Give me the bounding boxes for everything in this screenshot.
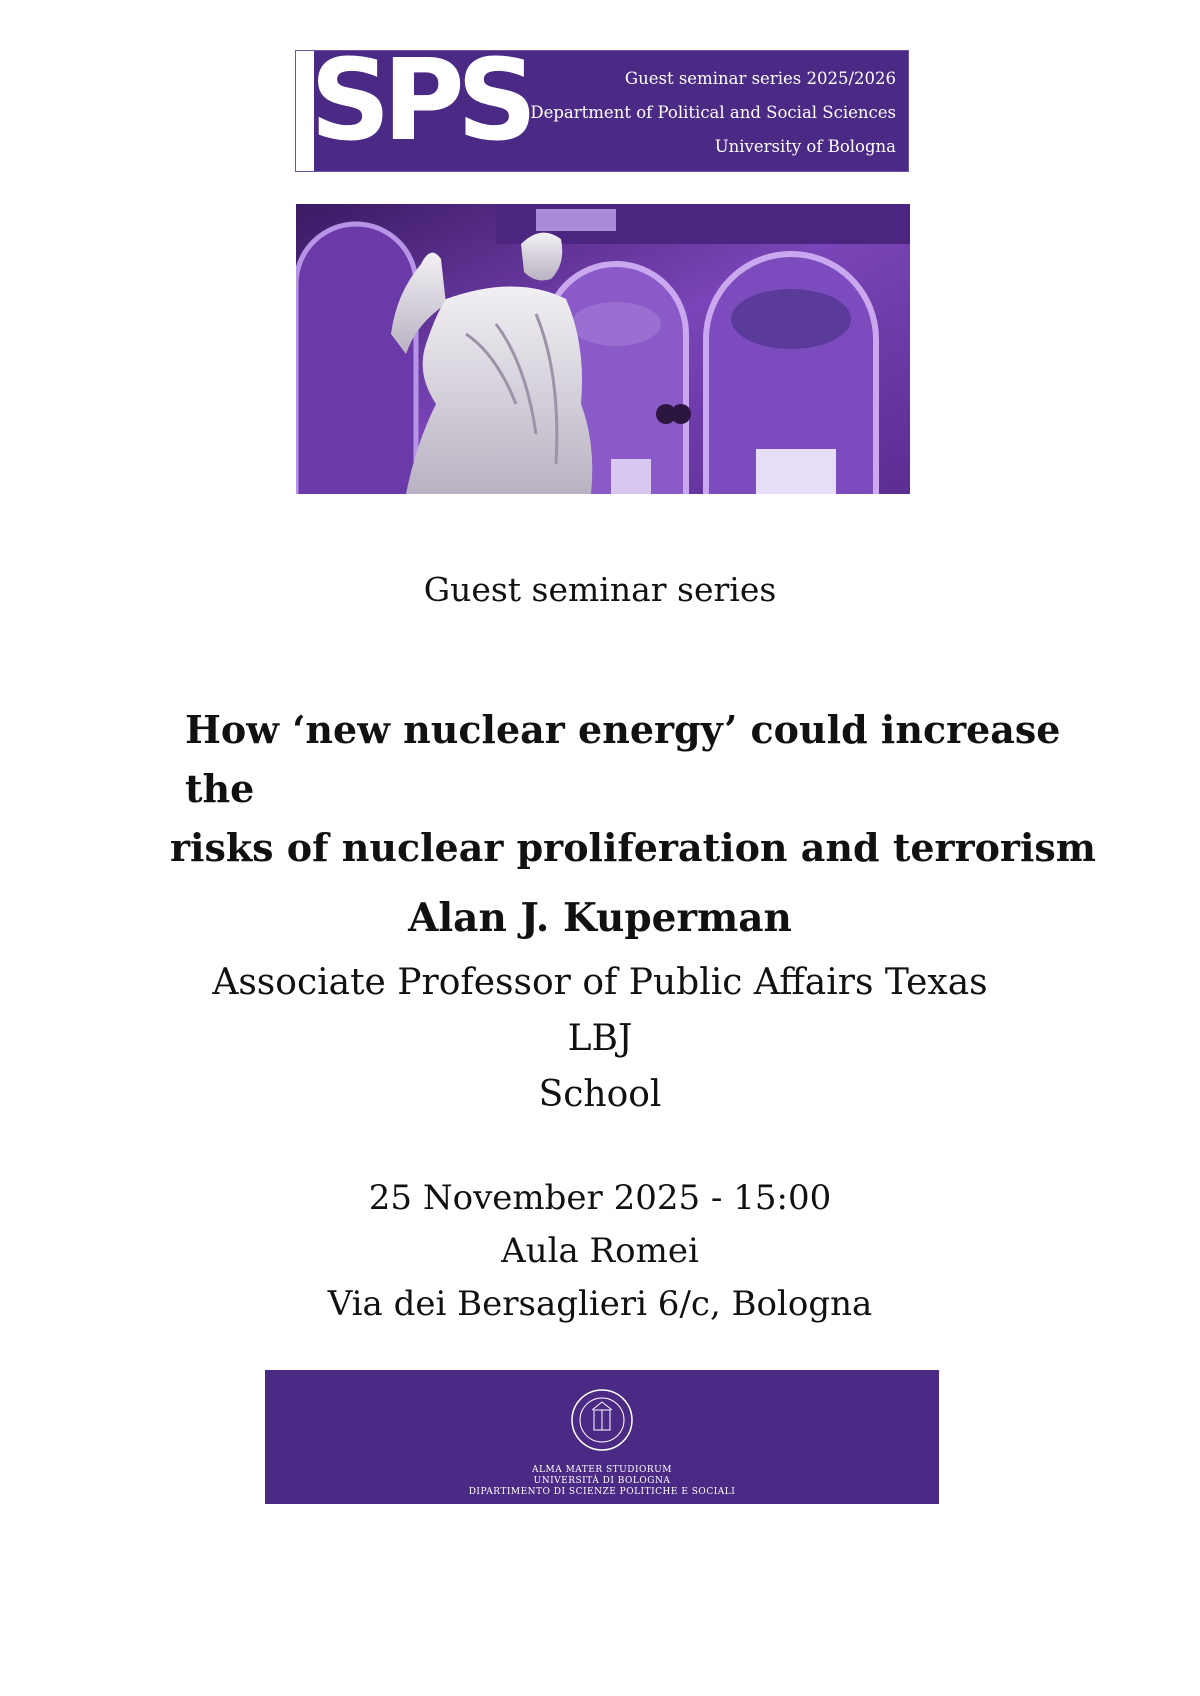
series-title: Guest seminar series	[423, 570, 777, 609]
affiliation-line-1: Associate Professor of Public Affairs Texas LBJ	[212, 962, 988, 1059]
footer-line-1: ALMA MATER STUDIORUM	[532, 1465, 672, 1475]
speaker-name: Alan J. Kuperman	[408, 895, 792, 941]
talk-title	[170, 700, 1100, 877]
header-banner	[295, 36, 909, 172]
event-address: Via dei Bersaglieri 6/c, Bologna	[327, 1284, 873, 1324]
talk-title-line-2: risks of nuclear proliferation and terrorism	[170, 825, 1096, 870]
footer-banner	[265, 1370, 939, 1504]
footer-line-2: UNIVERSITÀ DI BOLOGNA	[533, 1476, 671, 1486]
university-seal-icon	[570, 1388, 634, 1452]
talk-title-line-1: How ‘new nuclear energy’ could increase the	[185, 707, 1061, 811]
event-room: Aula Romei	[501, 1231, 699, 1271]
banner-series-line: Guest seminar series 2025/2026	[624, 69, 896, 88]
banner-department-line: Department of Political and Social Sciences	[530, 103, 896, 122]
affiliation-line-2: School	[538, 1074, 662, 1115]
sps-logo: SPS	[310, 36, 530, 166]
statue-photo	[296, 204, 910, 494]
event-datetime: 25 November 2025 - 15:00	[368, 1178, 832, 1218]
footer-line-3: DIPARTIMENTO DI SCIENZE POLITICHE E SOCIALI	[468, 1487, 736, 1497]
event-details	[0, 1172, 1200, 1331]
speaker-affiliation	[180, 955, 1020, 1123]
banner-university-line: University of Bologna	[714, 137, 896, 156]
